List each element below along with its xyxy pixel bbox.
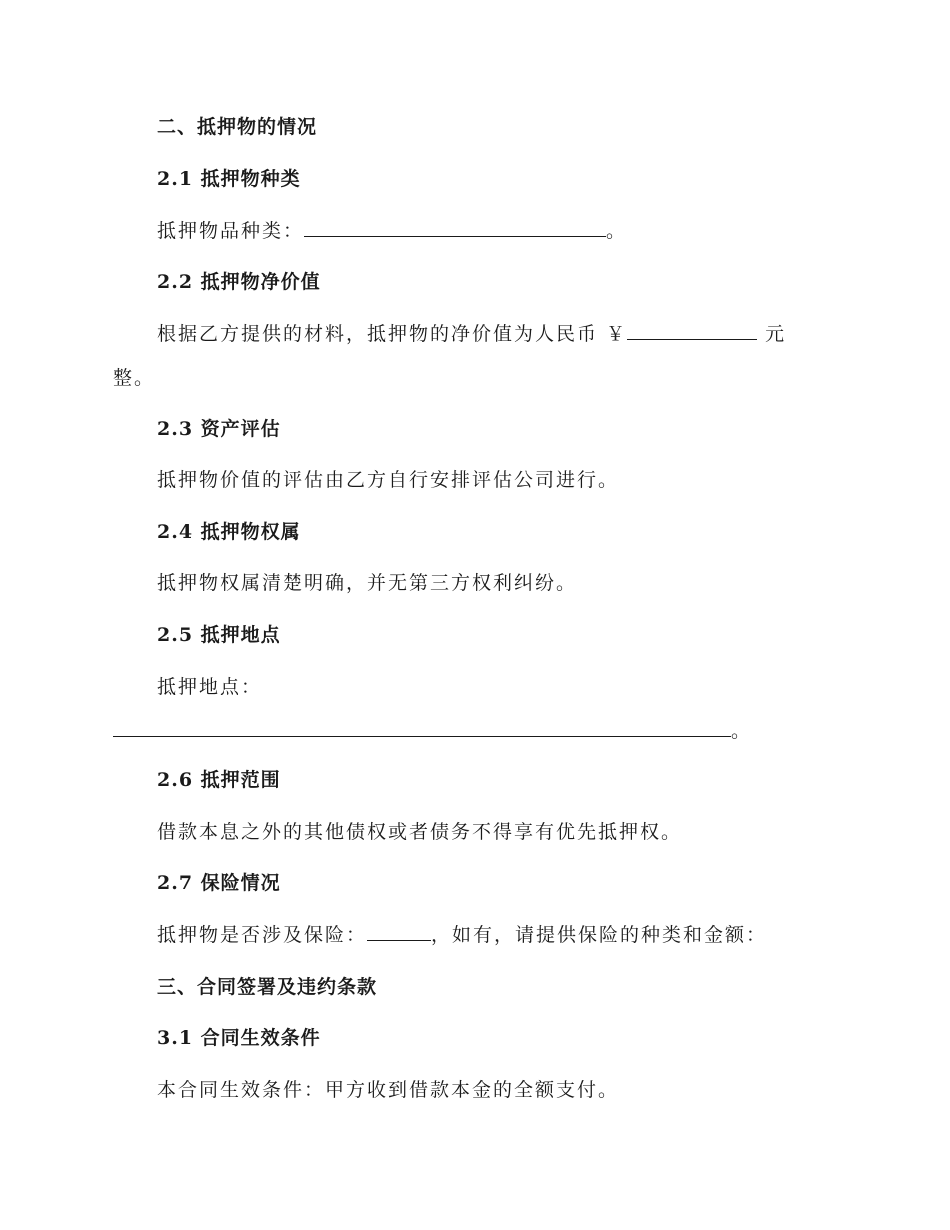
section-2-1-heading: 2.1 抵押物种类: [157, 168, 301, 190]
section-2-3-body: 抵押物价值的评估由乙方自行安排评估公司进行。: [157, 469, 620, 491]
insurance-label: 抵押物是否涉及保险：: [157, 924, 368, 946]
section-2-6-heading: 2.6 抵押范围: [157, 769, 281, 791]
mortgage-type-blank: [304, 220, 606, 237]
section-2-2-body-cont: 整。: [113, 367, 156, 389]
section-2-5-heading: 2.5 抵押地点: [157, 624, 281, 646]
section-2-5-blank-line: [113, 719, 752, 743]
section-2-2-body: [157, 322, 786, 346]
section-3-heading: 三、合同签署及违约条款: [157, 976, 378, 998]
section-3-1-body: 本合同生效条件：甲方收到借款本金的全额支付。: [157, 1079, 620, 1101]
mortgage-type-label: 抵押物品种类：: [157, 220, 305, 242]
section-2-2-heading: 2.2 抵押物净价值: [157, 271, 321, 293]
currency-unit: 元: [757, 323, 787, 345]
net-value-blank: [627, 323, 757, 340]
period: 。: [731, 720, 753, 742]
section-2-5-label: 抵押地点：: [157, 676, 263, 698]
section-2-1-body: [157, 219, 627, 243]
section-3-1-heading: 3.1 合同生效条件: [157, 1027, 321, 1049]
section-2-4-heading: 2.4 抵押物权属: [157, 521, 301, 543]
section-2-3-heading: 2.3 资产评估: [157, 418, 281, 440]
insurance-rest: ，如有，请提供保险的种类和金额：: [431, 924, 768, 946]
section-2-7-heading: 2.7 保险情况: [157, 872, 281, 894]
section-2-6-body: 借款本息之外的其他债权或者债务不得享有优先抵押权。: [157, 821, 683, 843]
location-blank: [113, 720, 731, 737]
period: 。: [606, 220, 628, 242]
insurance-blank: [367, 924, 431, 941]
section-2-7-body: [157, 923, 767, 947]
section-2-4-body: 抵押物权属清楚明确，并无第三方权利纠纷。: [157, 572, 578, 594]
net-value-text: 根据乙方提供的材料，抵押物的净价值为人民币 ￥: [157, 323, 628, 345]
section-2-heading: 二、抵押物的情况: [157, 116, 318, 138]
